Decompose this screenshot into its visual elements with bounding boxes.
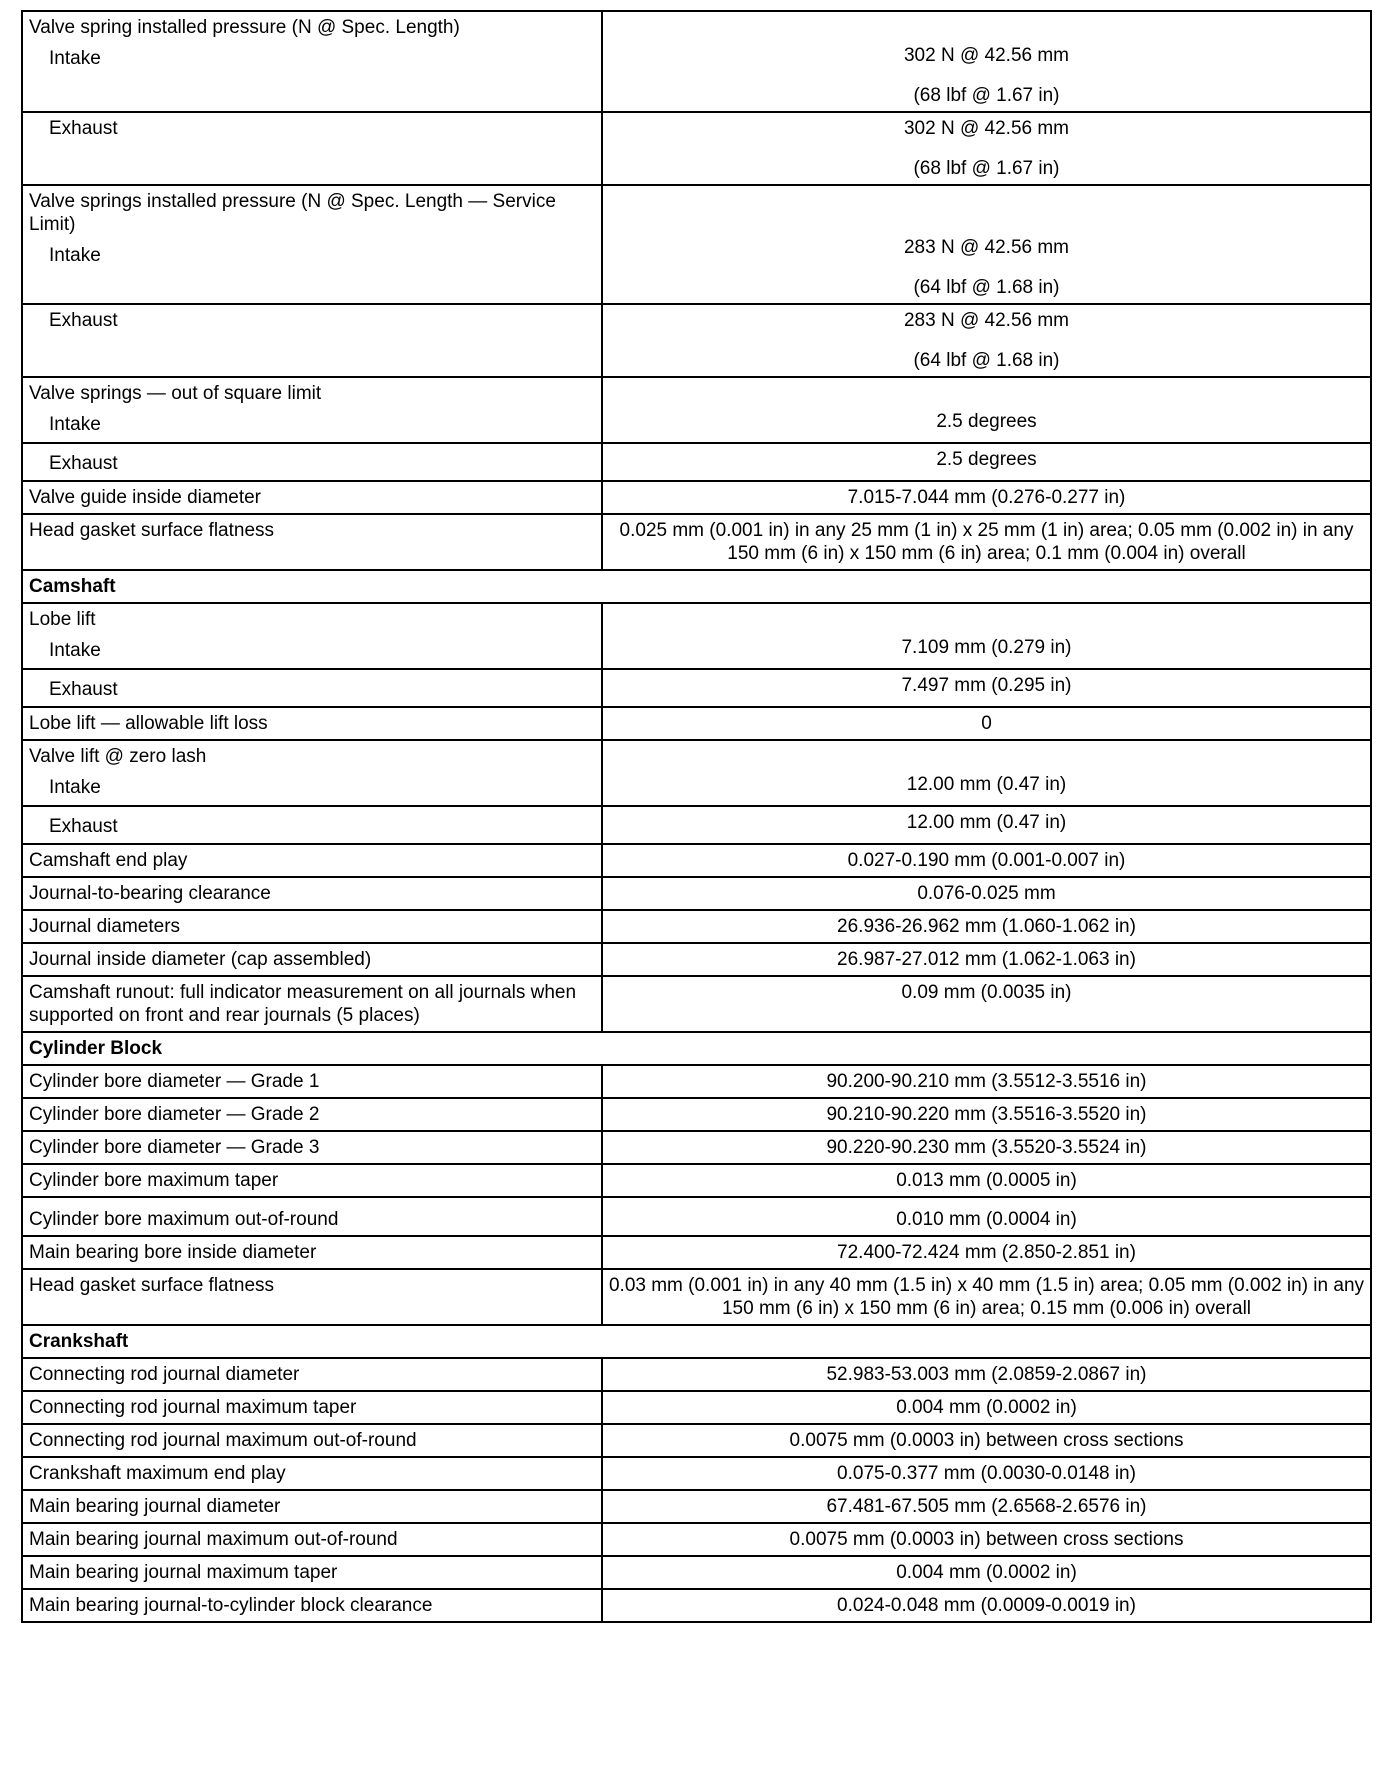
table-row: [22, 844, 1371, 877]
spec-label: Cylinder bore maximum out-of-round: [29, 1209, 339, 1230]
spec-label: Journal-to-bearing clearance: [29, 883, 271, 904]
spec-label: Main bearing bore inside diameter: [29, 1242, 317, 1263]
spec-label: Connecting rod journal diameter: [29, 1364, 300, 1385]
spec-value: 12.00 mm (0.47 in): [906, 774, 1067, 795]
table-row: [22, 11, 1371, 112]
spec-value-cell: [602, 1457, 1371, 1490]
spec-label: Valve spring installed pressure (N @ Spec. Length): [29, 17, 460, 38]
spec-value-imperial: (68 lbf @ 1.67 in): [913, 85, 1060, 106]
spec-label-cell: [22, 806, 602, 844]
spec-value: 90.220-90.230 mm (3.5520-3.5524 in): [826, 1137, 1147, 1158]
table-row: [22, 910, 1371, 943]
spec-value: 72.400-72.424 mm (2.850-2.851 in): [837, 1242, 1136, 1263]
table-row: [22, 707, 1371, 740]
spec-sublabel: Exhaust: [49, 816, 118, 837]
table-row: [22, 943, 1371, 976]
spec-label: Main bearing journal maximum out-of-round: [29, 1529, 398, 1550]
spec-label-cell: [22, 910, 602, 943]
spec-value: 67.481-67.505 mm (2.6568-2.6576 in): [826, 1496, 1147, 1517]
table-row: [22, 1131, 1371, 1164]
spec-value-cell: [602, 1490, 1371, 1523]
spec-label: Head gasket surface flatness: [29, 520, 275, 541]
spec-label-cell: [22, 669, 602, 707]
table-row: [22, 1457, 1371, 1490]
section-heading: Cylinder Block: [22, 1032, 1371, 1065]
table-row: [22, 514, 1371, 570]
spec-value-cell: [602, 1523, 1371, 1556]
spec-value-cell: [602, 707, 1371, 740]
spec-value-cell: [602, 1269, 1371, 1325]
spec-value-cell: [602, 377, 1371, 443]
spec-value-imperial: (64 lbf @ 1.68 in): [913, 277, 1060, 298]
spec-value-cell: [602, 740, 1371, 806]
table-row: [22, 806, 1371, 844]
table-row: [22, 1424, 1371, 1457]
spec-label-cell: [22, 112, 602, 185]
spec-value-cell: [602, 304, 1371, 377]
spec-value: 7.109 mm (0.279 in): [901, 637, 1072, 658]
table-row: [22, 1236, 1371, 1269]
spec-sublabel: Intake: [49, 414, 101, 435]
spec-label-cell: [22, 514, 602, 570]
table-row: [22, 1391, 1371, 1424]
spec-value: 12.00 mm (0.47 in): [906, 812, 1067, 833]
spec-label: Cylinder bore diameter — Grade 2: [29, 1104, 320, 1125]
spec-label-cell: [22, 976, 602, 1032]
spec-label-cell: [22, 1457, 602, 1490]
spec-label-cell: [22, 1131, 602, 1164]
spec-label-cell: [22, 377, 602, 443]
spec-value: 0.004 mm (0.0002 in): [896, 1562, 1077, 1583]
table-row: [22, 185, 1371, 304]
spec-label: Journal diameters: [29, 916, 181, 937]
spec-label-cell: [22, 603, 602, 669]
spec-value: 90.200-90.210 mm (3.5512-3.5516 in): [826, 1071, 1147, 1092]
table-row: [22, 1490, 1371, 1523]
spec-value-cell: [602, 481, 1371, 514]
spec-label: Valve springs installed pressure (N @ Spec. Length — Service Limit): [29, 191, 556, 235]
spec-value: 2.5 degrees: [936, 449, 1037, 470]
spec-label-cell: [22, 1065, 602, 1098]
spec-value-cell: [602, 1424, 1371, 1457]
table-row: [22, 976, 1371, 1032]
spec-label: Journal inside diameter (cap assembled): [29, 949, 372, 970]
spec-label: Main bearing journal-to-cylinder block clearance: [29, 1595, 433, 1616]
spec-value: 0.004 mm (0.0002 in): [896, 1397, 1077, 1418]
spec-label-cell: [22, 481, 602, 514]
spec-value-metric: 283 N @ 42.56 mm: [903, 310, 1070, 331]
spec-label-cell: [22, 1490, 602, 1523]
spec-label-cell: [22, 304, 602, 377]
spec-label-cell: [22, 707, 602, 740]
table-row: [22, 669, 1371, 707]
spec-sublabel: Intake: [49, 777, 101, 798]
spec-value-cell: [602, 910, 1371, 943]
spec-label-cell: [22, 1589, 602, 1622]
spec-label: Main bearing journal diameter: [29, 1496, 281, 1517]
spec-value-cell: [602, 11, 1371, 112]
spec-sublabel: Intake: [49, 48, 101, 69]
spec-value-metric: 302 N @ 42.56 mm: [903, 45, 1070, 66]
spec-value-cell: [602, 1164, 1371, 1197]
spec-label-cell: [22, 844, 602, 877]
table-row: [22, 877, 1371, 910]
spec-value-cell: [602, 1358, 1371, 1391]
spec-value-cell: [602, 844, 1371, 877]
spec-label: Lobe lift — allowable lift loss: [29, 713, 268, 734]
spec-value: 26.936-26.962 mm (1.060-1.062 in): [837, 916, 1136, 937]
spec-value: 7.015-7.044 mm (0.276-0.277 in): [847, 487, 1126, 508]
spec-label-cell: [22, 1556, 602, 1589]
table-row: [22, 112, 1371, 185]
spec-value-cell: [602, 669, 1371, 707]
spec-sublabel: Exhaust: [49, 310, 118, 331]
spec-label-cell: [22, 1391, 602, 1424]
spec-value: 0.03 mm (0.001 in) in any 40 mm (1.5 in) x 40 mm (1.5 in) area; 0.05 mm (0.002 in) in any 150 mm (6 in) x 150 mm (6 in) area; 0.15 mm (0.006 in) overall: [608, 1275, 1365, 1319]
spec-value: 26.987-27.012 mm (1.062-1.063 in): [837, 949, 1136, 970]
table-row: [22, 1358, 1371, 1391]
spec-label-cell: [22, 185, 602, 304]
spec-value-cell: [602, 514, 1371, 570]
spec-value-cell: [602, 1589, 1371, 1622]
table-row: [22, 304, 1371, 377]
spec-value-cell: [602, 603, 1371, 669]
spec-value: 0.09 mm (0.0035 in): [901, 982, 1072, 1003]
spec-label: Camshaft end play: [29, 850, 188, 871]
spec-label: Head gasket surface flatness: [29, 1275, 275, 1296]
spec-label: Valve guide inside diameter: [29, 487, 262, 508]
spec-value: 2.5 degrees: [936, 411, 1037, 432]
spec-value: 0.076-0.025 mm: [917, 883, 1056, 904]
spec-label-cell: [22, 1358, 602, 1391]
table-row: [22, 1164, 1371, 1197]
table-row: [22, 1523, 1371, 1556]
spec-label: Cylinder bore diameter — Grade 3: [29, 1137, 320, 1158]
spec-label-cell: [22, 1269, 602, 1325]
table-row: [22, 1098, 1371, 1131]
spec-value-cell: [602, 1236, 1371, 1269]
section-heading: Camshaft: [22, 570, 1371, 603]
spec-label: Connecting rod journal maximum taper: [29, 1397, 357, 1418]
spec-value-cell: [602, 112, 1371, 185]
spec-label: Camshaft runout: full indicator measurement on all journals when supported on front and rear journals (5 places): [29, 982, 577, 1026]
spec-label-cell: [22, 943, 602, 976]
table-row: [22, 603, 1371, 669]
spec-label: Cylinder bore diameter — Grade 1: [29, 1071, 320, 1092]
spec-value-cell: [602, 1098, 1371, 1131]
spec-label-cell: [22, 11, 602, 112]
spec-value: 0.024-0.048 mm (0.0009-0.0019 in): [837, 1595, 1136, 1616]
spec-sublabel: Exhaust: [49, 118, 118, 139]
spec-value-cell: [602, 976, 1371, 1032]
spec-value-cell: [602, 806, 1371, 844]
spec-label-cell: [22, 443, 602, 481]
spec-value: 0: [981, 713, 992, 734]
spec-value: 0.0075 mm (0.0003 in) between cross sections: [789, 1529, 1184, 1550]
spec-sublabel: Intake: [49, 640, 101, 661]
table-row: [22, 1589, 1371, 1622]
spec-label-cell: [22, 1098, 602, 1131]
spec-value-cell: [602, 877, 1371, 910]
table-row: [22, 1269, 1371, 1325]
table-row: [22, 740, 1371, 806]
spec-sublabel: Exhaust: [49, 679, 118, 700]
spec-label: Crankshaft maximum end play: [29, 1463, 286, 1484]
spec-label-cell: [22, 1424, 602, 1457]
spec-value-metric: 302 N @ 42.56 mm: [903, 118, 1070, 139]
spec-value: 0.075-0.377 mm (0.0030-0.0148 in): [837, 1463, 1136, 1484]
spec-sublabel: Exhaust: [49, 453, 118, 474]
table-row: [22, 1556, 1371, 1589]
spec-label: Main bearing journal maximum taper: [29, 1562, 338, 1583]
spec-value-cell: [602, 443, 1371, 481]
spec-value: 0.0075 mm (0.0003 in) between cross sections: [789, 1430, 1184, 1451]
spec-label: Valve springs — out of square limit: [29, 383, 322, 404]
section-row-camshaft: [22, 570, 1371, 603]
spec-label: Connecting rod journal maximum out-of-round: [29, 1430, 417, 1451]
spec-value: 52.983-53.003 mm (2.0859-2.0867 in): [826, 1364, 1147, 1385]
spec-value-cell: [602, 1131, 1371, 1164]
spec-value: 7.497 mm (0.295 in): [901, 675, 1072, 696]
spec-value: 0.010 mm (0.0004 in): [896, 1209, 1077, 1230]
spec-label: Valve lift @ zero lash: [29, 746, 207, 767]
spec-value: 90.210-90.220 mm (3.5516-3.5520 in): [826, 1104, 1147, 1125]
section-heading: Crankshaft: [22, 1325, 1371, 1358]
spec-value-metric: 283 N @ 42.56 mm: [903, 237, 1070, 258]
spec-value-cell: [602, 185, 1371, 304]
spec-value-imperial: (64 lbf @ 1.68 in): [913, 350, 1060, 371]
spec-value-cell: [602, 1556, 1371, 1589]
spec-value-cell: [602, 943, 1371, 976]
spec-value: 0.025 mm (0.001 in) in any 25 mm (1 in) x 25 mm (1 in) area; 0.05 mm (0.002 in) in any 150 mm (6 in) x 150 mm (6 in) area; 0.1 mm (0.004 in) overall: [619, 520, 1354, 564]
spec-sublabel: Intake: [49, 245, 101, 266]
section-row-crankshaft: [22, 1325, 1371, 1358]
spec-value: 0.013 mm (0.0005 in): [896, 1170, 1077, 1191]
spec-label-cell: [22, 1236, 602, 1269]
spec-label: Lobe lift: [29, 609, 96, 630]
table-row: [22, 377, 1371, 443]
spec-value-cell: [602, 1065, 1371, 1098]
spec-value: 0.027-0.190 mm (0.001-0.007 in): [847, 850, 1126, 871]
spec-label-cell: [22, 1523, 602, 1556]
section-row-cylinder-block: [22, 1032, 1371, 1065]
spec-value-imperial: (68 lbf @ 1.67 in): [913, 158, 1060, 179]
specification-table: [21, 10, 1372, 1623]
spec-value-cell: [602, 1391, 1371, 1424]
spec-label: Cylinder bore maximum taper: [29, 1170, 279, 1191]
spec-label-cell: [22, 1197, 602, 1236]
spec-label-cell: [22, 877, 602, 910]
table-row: [22, 1065, 1371, 1098]
table-row: [22, 481, 1371, 514]
spec-value-cell: [602, 1197, 1371, 1236]
table-row: [22, 443, 1371, 481]
spec-label-cell: [22, 1164, 602, 1197]
table-row: [22, 1197, 1371, 1236]
spec-label-cell: [22, 740, 602, 806]
